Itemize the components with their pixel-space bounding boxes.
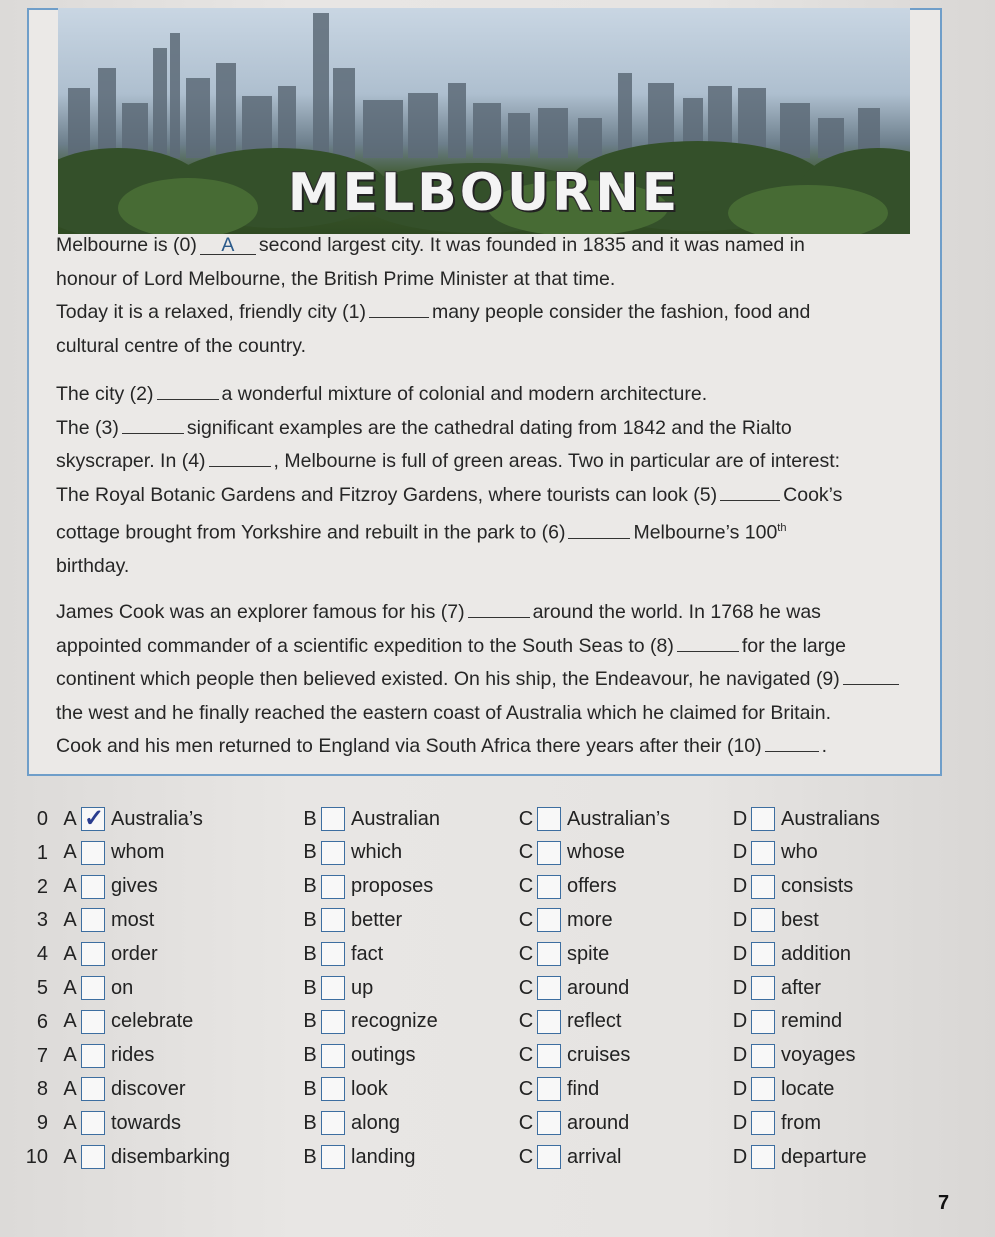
option-row-7 [0,1039,995,1073]
option-4-a[interactable] [62,937,158,971]
option-letter: B [303,1044,317,1067]
option-0-c[interactable] [518,802,670,836]
option-3-a[interactable] [62,903,154,937]
option-letter: B [303,1145,317,1168]
option-9-b[interactable] [302,1106,400,1140]
option-word: which [351,841,403,864]
option-word: addition [781,942,852,965]
blank-8[interactable] [677,633,739,652]
option-letter: A [63,976,77,999]
option-checkbox[interactable] [537,1145,561,1169]
p2-line5-sup: th [777,522,787,534]
option-row-0 [0,802,995,836]
option-word: consists [781,875,854,898]
option-checkbox[interactable] [321,976,345,1000]
option-2-d[interactable] [732,870,853,904]
option-letter: C [518,1010,534,1033]
option-word: offers [567,875,617,898]
paragraph-3 [56,596,916,764]
option-9-c[interactable] [518,1106,629,1140]
option-checkbox[interactable] [81,908,105,932]
option-letter: C [518,1111,534,1134]
option-letter: B [303,1111,317,1134]
option-letter: A [63,807,77,830]
option-checkbox[interactable] [537,841,561,865]
option-checkbox[interactable] [321,807,345,831]
option-letter: A [63,1010,77,1033]
option-word: remind [781,1010,843,1033]
option-2-c[interactable] [518,870,617,904]
paragraph-2 [56,378,916,584]
option-10-d[interactable] [732,1140,867,1174]
option-checkbox[interactable] [537,1044,561,1068]
option-4-b[interactable] [302,937,383,971]
option-0-b[interactable] [302,802,440,836]
option-letter: A [63,908,77,931]
option-checkbox[interactable] [537,976,561,1000]
option-letter: D [732,1044,748,1067]
p1-line3b: many people consider the fashion, food and [431,301,811,323]
option-checkbox[interactable] [751,908,775,932]
option-checkbox[interactable] [537,1111,561,1135]
option-checkbox[interactable] [81,976,105,1000]
option-7-c[interactable] [518,1039,630,1073]
option-letter: D [732,1111,748,1134]
option-letter: D [732,1077,748,1100]
option-letter: A [63,875,77,898]
option-5-a[interactable] [62,971,133,1005]
option-word: gives [111,875,158,898]
option-8-c[interactable] [518,1072,599,1106]
p3-line2a: appointed commander of a scientific expedition to the South Seas to (8) [56,634,674,657]
option-letter: D [732,942,748,965]
p2-line6: birthday. [56,555,130,577]
p2-line4b: Cook’s [783,483,843,506]
option-checkbox[interactable] [751,976,775,1000]
option-checkbox[interactable] [81,841,105,865]
option-3-b[interactable] [302,903,402,937]
option-word: find [567,1077,600,1100]
option-letter: C [518,908,534,931]
question-number: 10 [25,1146,48,1168]
option-10-a[interactable] [62,1140,230,1174]
option-1-b[interactable] [302,836,402,870]
p2-line1b: a wonderful mixture of colonial and modern architecture. [221,383,708,405]
option-word: most [111,908,155,931]
p1-line4: cultural centre of the country. [56,334,307,357]
option-9-a[interactable] [62,1106,181,1140]
page-number: 7 [938,1192,950,1214]
option-6-b[interactable] [302,1005,438,1039]
option-row-10 [0,1140,995,1174]
option-checkbox[interactable] [537,1077,561,1101]
option-8-b[interactable] [302,1072,388,1106]
option-row-5 [0,971,995,1005]
option-word: spite [567,942,610,965]
option-word: voyages [781,1044,856,1067]
option-checkbox[interactable] [537,875,561,899]
p2-line3a: skyscraper. In (4) [56,450,206,472]
option-letter: B [303,1077,317,1100]
option-letter: D [732,976,748,999]
option-checkbox[interactable] [321,908,345,932]
option-word: around [567,1111,630,1134]
option-checkbox[interactable] [81,1145,105,1169]
blank-1[interactable] [369,299,429,318]
p3-line1b: around the world. In 1768 he was [532,601,821,623]
banner-title: MELBOURNE [287,163,681,223]
option-3-c[interactable] [518,903,613,937]
option-letter: A [63,1111,77,1134]
option-9-d[interactable] [732,1106,821,1140]
option-row-4 [0,937,995,971]
option-checkbox[interactable] [321,1077,345,1101]
option-checkbox[interactable] [321,1044,345,1068]
question-number: 1 [36,841,48,864]
option-word: from [781,1111,821,1134]
option-letter: C [518,875,534,898]
option-word: discover [111,1077,186,1100]
blank-10[interactable] [765,733,819,752]
option-4-d[interactable] [732,937,851,971]
option-letter: C [518,1044,534,1067]
p3-line2b: for the large [741,634,846,657]
option-6-d[interactable] [732,1005,842,1039]
p2-line2a: The (3) [56,416,119,439]
option-row-1 [0,836,995,870]
option-word: recognize [351,1010,438,1033]
option-word: on [111,976,134,999]
option-letter: D [732,875,748,898]
option-word: Australians [781,807,880,830]
blank-6[interactable] [568,520,630,539]
option-checkbox[interactable] [751,841,775,865]
option-letter: C [518,807,534,830]
paragraph-1 [56,229,916,363]
option-checkbox[interactable] [81,942,105,966]
option-checkbox[interactable] [751,1145,775,1169]
melbourne-skyline-banner [58,8,910,234]
option-checkbox[interactable] [537,807,561,831]
option-checkbox[interactable] [81,1111,105,1135]
option-1-c[interactable] [518,836,625,870]
option-word: better [351,908,403,931]
option-word: whom [111,841,165,864]
question-number: 2 [36,875,48,898]
option-7-a[interactable] [62,1039,154,1073]
option-8-d[interactable] [732,1072,834,1106]
option-letter: D [732,1010,748,1033]
option-word: departure [781,1145,867,1168]
option-checkbox[interactable] [537,942,561,966]
p2-line1a: The city (2) [56,383,154,405]
question-number: 0 [36,808,48,830]
option-checkbox[interactable] [81,1044,105,1068]
option-1-a[interactable] [62,836,164,870]
option-2-a[interactable] [62,870,158,904]
p2-line4a: The Royal Botanic Gardens and Fitzroy Gardens, where tourists can look (5) [56,483,718,506]
option-letter: B [303,807,317,830]
option-word: Australia’s [111,807,203,830]
option-word: around [567,976,630,999]
option-letter: B [303,976,317,999]
option-word: up [351,976,374,999]
option-checkbox[interactable] [81,1010,105,1034]
p3-line5b: . [821,735,828,757]
option-letter: C [518,976,534,999]
option-letter: C [518,841,534,864]
p1-line1b: second largest city. It was founded in 1835 and it was named in [258,234,805,256]
p1-line3a: Today it is a relaxed, friendly city (1) [56,301,366,323]
blank-3[interactable] [122,415,184,434]
option-letter: C [518,1077,534,1100]
option-letter: D [732,841,748,864]
option-checkbox[interactable] [751,1111,775,1135]
option-8-a[interactable] [62,1072,185,1106]
blank-4[interactable] [209,448,271,467]
option-letter: B [303,908,317,931]
p2-line3b: , Melbourne is full of green areas. Two in particular are of interest: [273,450,841,472]
p1-line1a: Melbourne is (0) [56,234,197,256]
option-word: disembarking [111,1145,230,1168]
p3-line5a: Cook and his men returned to England via South Africa there years after their (10) [56,735,762,757]
blank-2[interactable] [157,381,219,400]
question-number: 3 [36,909,48,932]
checked-checkbox[interactable] [81,807,105,831]
option-letter: B [303,841,317,864]
p2-line2b: significant examples are the cathedral dating from 1842 and the Rialto [186,416,792,439]
option-5-b[interactable] [302,971,373,1005]
option-0-a[interactable] [62,802,203,836]
question-number: 4 [36,943,48,966]
p3-line4: the west and he finally reached the eastern coast of Australia which he claimed for Britain. [56,701,832,724]
blank-7[interactable] [468,599,530,618]
option-6-a[interactable] [62,1005,193,1039]
option-word: celebrate [111,1010,194,1033]
option-10-c[interactable] [518,1140,621,1174]
option-checkbox[interactable] [321,875,345,899]
option-letter: D [732,807,748,830]
option-2-b[interactable] [302,870,433,904]
option-checkbox[interactable] [537,908,561,932]
option-word: towards [111,1111,182,1134]
option-word: Australian’s [567,807,671,830]
option-letter: A [63,942,77,965]
p3-line1a: James Cook was an explorer famous for his (7) [56,601,465,623]
p2-line5b: Melbourne’s 100 [633,521,778,544]
option-word: rides [111,1044,155,1067]
option-row-2 [0,870,995,904]
option-letter: A [63,841,77,864]
option-5-d[interactable] [732,971,821,1005]
option-5-c[interactable] [518,971,629,1005]
option-7-b[interactable] [302,1039,416,1073]
option-7-d[interactable] [732,1039,856,1073]
option-checkbox[interactable] [81,1077,105,1101]
option-letter: A [63,1044,77,1067]
option-letter: B [303,875,317,898]
option-letter: D [732,908,748,931]
option-word: reflect [567,1010,622,1033]
option-letter: B [303,1010,317,1033]
option-letter: A [63,1145,77,1168]
option-checkbox[interactable] [321,942,345,966]
option-word: order [111,942,158,965]
question-number: 9 [36,1112,48,1135]
option-word: landing [351,1145,416,1168]
question-number: 5 [36,977,48,999]
option-checkbox[interactable] [751,1077,775,1101]
option-1-d[interactable] [732,836,818,870]
option-letter: A [63,1077,77,1100]
option-checkbox[interactable] [537,1010,561,1034]
option-word: locate [781,1077,835,1100]
question-number: 8 [36,1078,48,1101]
question-number: 7 [36,1044,48,1067]
option-0-d[interactable] [732,802,880,836]
option-word: who [781,841,818,864]
question-number: 6 [36,1010,48,1033]
p1-line2: honour of Lord Melbourne, the British Prime Minister at that time. [56,267,616,290]
option-checkbox[interactable] [321,1010,345,1034]
option-word: arrival [567,1145,622,1168]
option-letter: D [732,1145,748,1168]
option-letter: C [518,942,534,965]
option-3-d[interactable] [732,903,819,937]
option-checkbox[interactable] [751,807,775,831]
option-word: best [781,908,819,931]
option-word: more [567,908,613,931]
blank-9[interactable] [843,666,899,685]
option-row-9 [0,1106,995,1140]
option-checkbox[interactable] [321,1145,345,1169]
blank-0-answer: A [200,236,256,255]
option-word: look [351,1077,388,1100]
option-row-6 [0,1005,995,1039]
option-letter: C [518,1145,534,1168]
option-word: fact [351,942,384,965]
option-word: Australian [351,807,440,830]
option-checkbox[interactable] [751,1044,775,1068]
option-checkbox[interactable] [751,875,775,899]
option-word: whose [567,841,625,864]
option-4-c[interactable] [518,937,609,971]
p2-line5a: cottage brought from Yorkshire and rebuilt in the park to (6) [56,521,566,544]
option-word: outings [351,1044,416,1067]
option-row-8 [0,1072,995,1106]
option-checkbox[interactable] [751,1010,775,1034]
option-row-3 [0,903,995,937]
option-checkbox[interactable] [81,875,105,899]
option-checkbox[interactable] [321,1111,345,1135]
option-checkbox[interactable] [321,841,345,865]
option-word: proposes [351,875,434,898]
option-word: along [351,1111,400,1134]
option-6-c[interactable] [518,1005,621,1039]
p3-line3a: continent which people then believed existed. On his ship, the Endeavour, he navigated (9) [56,668,840,690]
option-checkbox[interactable] [751,942,775,966]
blank-5[interactable] [720,482,780,501]
option-word: cruises [567,1044,631,1067]
option-word: after [781,976,822,999]
option-letter: B [303,942,317,965]
option-10-b[interactable] [302,1140,416,1174]
